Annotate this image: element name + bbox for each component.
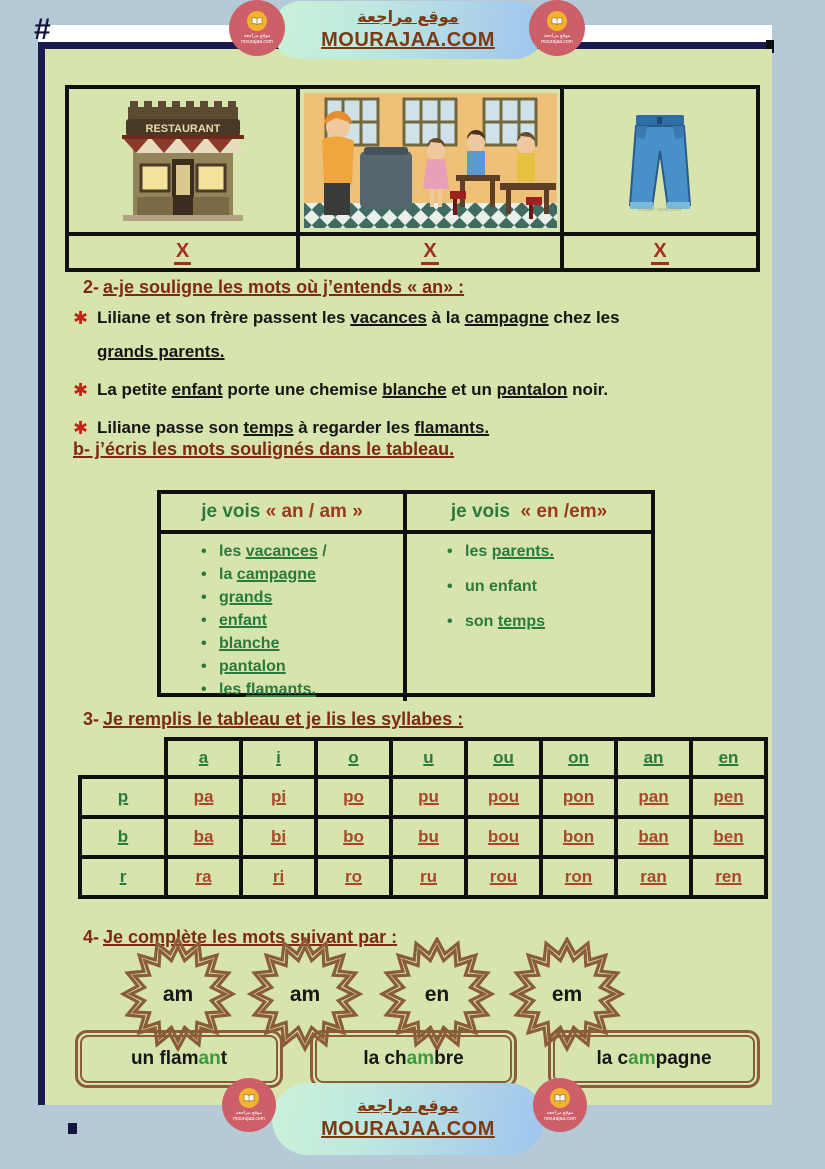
x-mark-cell (562, 234, 758, 270)
word-list-item: • enfant (219, 609, 403, 632)
syllable-cell: rou (466, 857, 541, 897)
footer-site-badge (272, 1083, 544, 1155)
sentence-line: grands parents. (97, 342, 225, 361)
x-mark-cell (298, 234, 562, 270)
word-list-item: • la campagne (219, 563, 403, 586)
syllable-cell: po (316, 777, 391, 817)
syllable-cell: ro (316, 857, 391, 897)
restaurant-image-cell (67, 87, 298, 234)
exercise4-title: 4- Je complète les mots suivant par : (83, 927, 398, 947)
bottom-edge-mark (68, 1123, 77, 1134)
x-mark: X (421, 240, 438, 265)
cantine-image (304, 93, 557, 228)
column-en-em (407, 534, 651, 701)
syllable-row-header: r (80, 857, 166, 897)
syllable-cell: pu (391, 777, 466, 817)
syllable-col-header: en (691, 739, 766, 777)
header-arabic-title: موقع مراجعة (357, 9, 459, 26)
word-list-item: • blanche (219, 632, 403, 655)
header-en-em: je vois « en /em» (450, 501, 608, 522)
sentence-line: Liliane et son frère passent les vacances à la campagne chez les (97, 308, 620, 327)
word-list-item: • les parents. (465, 540, 651, 563)
image-watermark: clipart-look.com (638, 206, 682, 213)
corner-registration-mark: # (34, 13, 51, 46)
star-bullet-icon: ✱ (73, 418, 89, 438)
syllable-cell: pon (541, 777, 616, 817)
syllable-cell: ri (241, 857, 316, 897)
worksheet-body (45, 49, 772, 1105)
syllable-cell: ra (166, 857, 241, 897)
word-list-item: • les vacances / (219, 540, 403, 563)
footer-logo-right: موقع مراجعة mourajaa.com (533, 1078, 587, 1132)
answer-word: la campagne (596, 1048, 712, 1069)
syllable-row-header: b (80, 817, 166, 857)
burst-label: em (551, 983, 583, 1006)
syllable-col-header: i (241, 739, 316, 777)
x-mark-cell (67, 234, 298, 270)
x-marks-row (67, 234, 758, 270)
syllable-col-header: an (616, 739, 691, 777)
syllable-cell: pi (241, 777, 316, 817)
star-bullet-icon: ✱ (73, 308, 89, 328)
footer-arabic-title: موقع مراجعة (357, 1098, 459, 1115)
sentence (73, 373, 753, 407)
restaurant-image (78, 93, 288, 228)
syllable-cell: pou (466, 777, 541, 817)
column-an-am (161, 534, 407, 701)
footer-logo-left: موقع مراجعة mourajaa.com (222, 1078, 276, 1132)
syllable-cell: pan (616, 777, 691, 817)
sorting-table (157, 490, 655, 697)
word-list-item: • grands (219, 586, 403, 609)
header-site-name: MOURAJAA.COM (321, 29, 495, 51)
syllable-col-header: u (391, 739, 466, 777)
book-icon (247, 11, 267, 31)
syllable-cell: bon (541, 817, 616, 857)
x-mark: X (174, 240, 191, 265)
sorting-table-header (161, 494, 651, 534)
syllable-cell: bi (241, 817, 316, 857)
book-icon (239, 1088, 259, 1108)
blank-cell (80, 739, 166, 777)
burst-label: am (162, 983, 194, 1006)
book-icon (550, 1088, 570, 1108)
sentence-line: La petite enfant porte une chemise blanche et un pantalon noir. (97, 380, 609, 399)
burst-label: am (289, 983, 321, 1006)
syllable-cell: ru (391, 857, 466, 897)
syllable-row-header: p (80, 777, 166, 817)
syllable-table (78, 737, 768, 899)
syllable-cell: ren (691, 857, 766, 897)
header-logo-right: موقع مراجعة mourajaa.com (529, 0, 585, 56)
syllable-cell: ran (616, 857, 691, 897)
x-mark: X (651, 240, 668, 265)
syllable-cell: ban (616, 817, 691, 857)
answer-word: un flamant (130, 1048, 228, 1069)
word-list-item: • un enfant (465, 575, 651, 598)
header-site-badge (272, 1, 544, 59)
syllable-cell: bou (466, 817, 541, 857)
sentence (73, 301, 753, 369)
syllable-cell: ben (691, 817, 766, 857)
answer-box-chambre (310, 1030, 517, 1088)
syllable-cell: pen (691, 777, 766, 817)
syllable-col-header: o (316, 739, 391, 777)
answer-box-campagne (548, 1030, 760, 1088)
syllable-cell: ron (541, 857, 616, 897)
burst-label: en (424, 983, 450, 1006)
header-logo-left: موقع مراجعة mourajaa.com (229, 0, 285, 56)
word-list-item: • les flamants. (219, 678, 403, 701)
restaurant-sign-label: RESTAURANT (145, 123, 221, 135)
syllable-col-header: a (166, 739, 241, 777)
syllable-cell: bo (316, 817, 391, 857)
syllable-col-header: ou (466, 739, 541, 777)
header-an-am: je vois « an / am » (161, 494, 407, 530)
exercise2b-subtitle: b- j’écris les mots soulignés dans le tableau. (73, 439, 455, 459)
exercise2-title: 2- a-je souligne les mots où j’entends « an» : (83, 277, 465, 297)
left-navy-border (38, 42, 45, 1105)
picture-table (65, 85, 760, 272)
exercise2-sentences (73, 301, 753, 449)
footer-site-name: MOURAJAA.COM (321, 1118, 495, 1140)
sentence-line: Liliane passe son temps à regarder les flamants. (97, 418, 490, 437)
book-icon (547, 11, 567, 31)
awning (122, 135, 244, 153)
syllable-cell: pa (166, 777, 241, 817)
word-list-item: • pantalon (219, 655, 403, 678)
pantalon-image (600, 109, 720, 221)
pantalon-image-cell (562, 87, 758, 234)
syllable-cell: bu (391, 817, 466, 857)
syllable-cell: ba (166, 817, 241, 857)
answer-word: la chambre (363, 1048, 464, 1069)
exercise3-title: 3- Je remplis le tableau et je lis les syllabes : (83, 709, 464, 729)
cantine-image-cell (298, 87, 562, 234)
syllable-col-header: on (541, 739, 616, 777)
word-list-item: • son temps (465, 610, 651, 633)
star-bullet-icon: ✱ (73, 380, 89, 400)
